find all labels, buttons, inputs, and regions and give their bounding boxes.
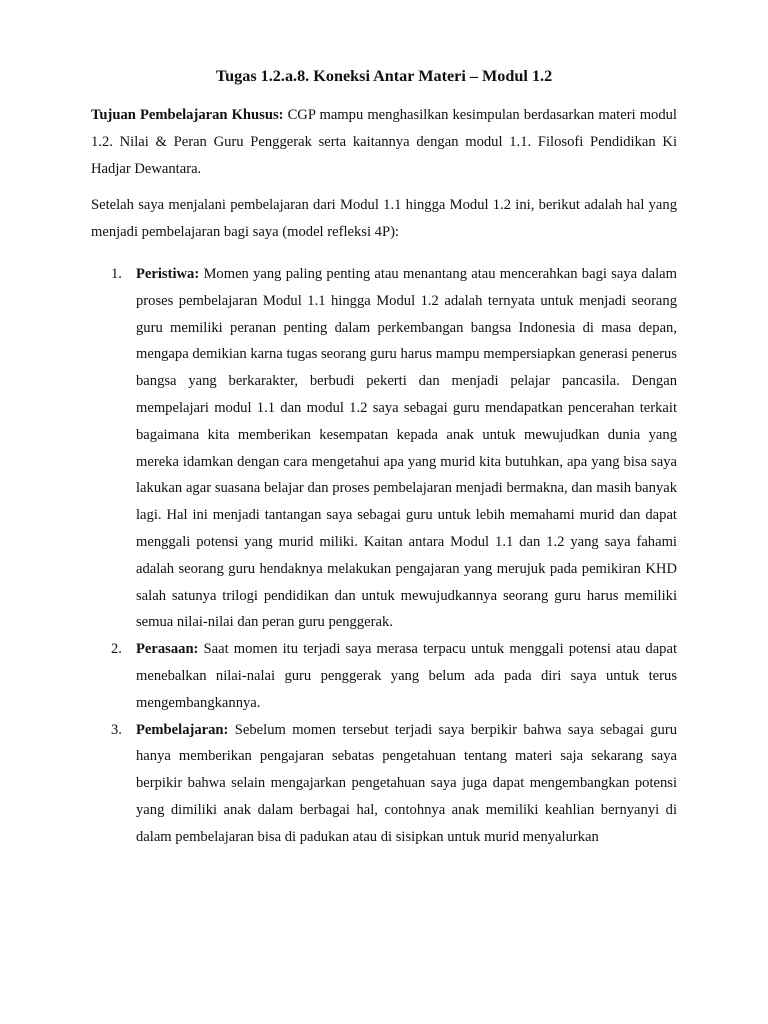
list-item-number: 3. bbox=[111, 721, 122, 738]
document-page bbox=[91, 66, 677, 851]
list-item bbox=[91, 636, 677, 716]
reflection-list bbox=[91, 261, 677, 851]
list-item-number: 1. bbox=[111, 266, 122, 282]
list-item-text: Sebelum momen tersebut terjadi saya berpikir bahwa saya sebagai guru hanya memberikan pengajaran sebatas pengetahuan tentang materi saja sekarang saya berpikir bahwa selain mengajarkan pengetahuan saya juga dapat mengembangkan potensi yang dimiliki anak dalam berbagai hal, contohnya anak memiliki keahlian bernyanyi di dalam pembelajaran bisa di padukan atau di sisipkan untuk murid menyalurkan bbox=[136, 721, 677, 845]
objective-label: Tujuan Pembelajaran Khusus: bbox=[91, 107, 284, 123]
objective-paragraph bbox=[91, 102, 677, 183]
list-item-number: 2. bbox=[111, 641, 122, 658]
list-item-label: Perasaan: bbox=[136, 641, 199, 658]
document-title: Tugas 1.2.a.8. Koneksi Antar Materi – Modul 1.2 bbox=[215, 67, 553, 85]
objective-text: CGP mampu menghasilkan kesimpulan berdasarkan materi modul 1.2. Nilai & Peran Guru Penggerak serta kaitannya dengan modul 1.1. Filosofi Pendidikan Ki Hadjar Dewantara. bbox=[91, 107, 677, 177]
list-item-text: Saat momen itu terjadi saya merasa terpacu untuk menggali potensi atau dapat menebalkan nilai-nalai guru penggerak yang belum ada pada diri saya untuk terus mengembangkannya. bbox=[136, 641, 677, 711]
list-item-label: Pembelajaran: bbox=[136, 721, 229, 738]
intro-paragraph: Setelah saya menjalani pembelajaran dari Modul 1.1 hingga Modul 1.2 ini, berikut adalah hal yang menjadi pembelajaran bagi saya (model refleksi 4P): bbox=[91, 197, 677, 240]
list-item bbox=[91, 717, 677, 851]
list-item bbox=[91, 261, 677, 636]
list-item-label: Peristiwa: bbox=[136, 266, 200, 282]
list-item-text: Momen yang paling penting atau menantang atau mencerahkan bagi saya dalam proses pembelajaran Modul 1.1 hingga Modul 1.2 adalah ternyata untuk menjadi seorang guru memiliki peranan penting dalam perkembangan bangsa Indonesia di masa depan, mengapa demikian karna tugas seorang guru harus mampu mempersiapkan generasi penerus bangsa yang berkarakter, berbudi pekerti dan menjadi pelajar pancasila. Dengan mempelajari modul 1.1 dan modul 1.2 saya sebagai guru mendapatkan pencerahan terkait bagaimana kita memberikan kesempatan kepada anak untuk mewujudkan dunia yang mereka idamkan dengan cara mengetahui apa yang murid kita butuhkan, apa yang bisa saya lakukan agar suasana belajar dan proses pembelajaran menjadi bermakna, dan masih banyak lagi. Hal ini menjadi tantangan saya sebagai guru untuk lebih memahami murid dan dapat menggali potensi yang murid miliki. Kaitan antara Modul 1.1 dan 1.2 yang saya fahami adalah seorang guru hendaknya melakukan pengajaran yang merujuk pada pemikiran KHD salah satunya trilogi pendidikan dan untuk mewujudkannya seorang guru harus memiliki semua nilai-nilai dan peran guru penggerak. bbox=[136, 266, 677, 631]
